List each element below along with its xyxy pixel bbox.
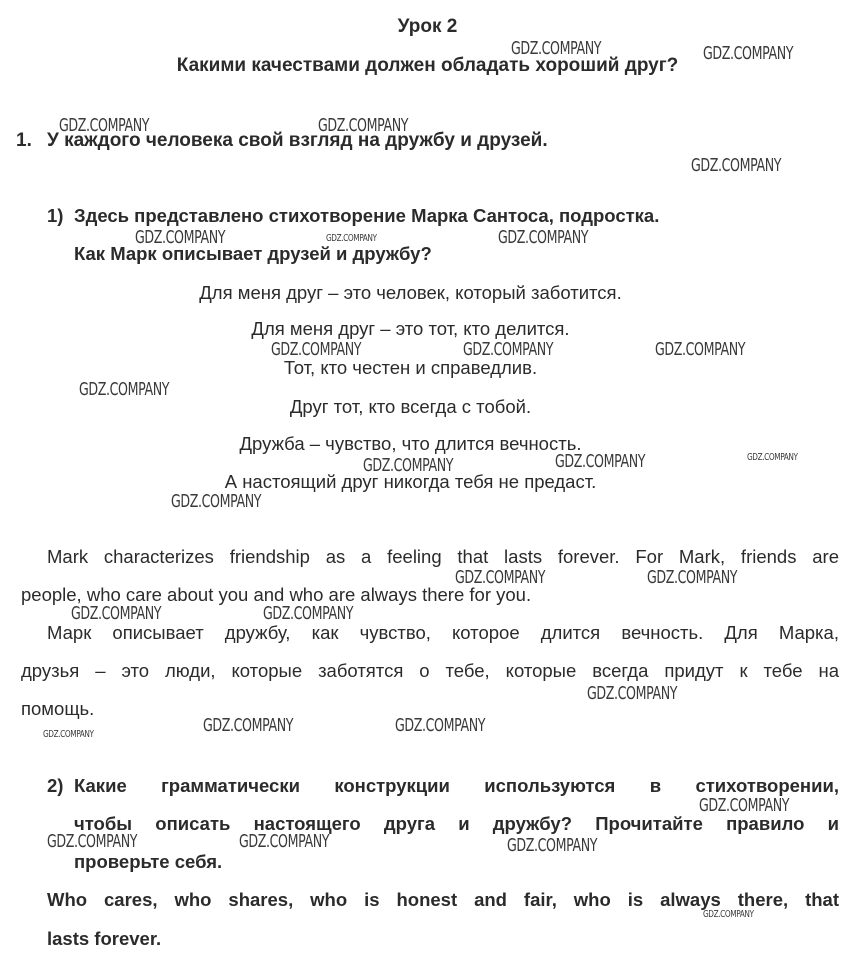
answer-ru-line-3: помощь. — [21, 698, 95, 719]
lesson-subtitle: Какими качествами должен обладать хороший друг? — [176, 55, 679, 76]
lesson-title: Урок 2 — [397, 16, 458, 37]
subtask-2-number: 2) — [47, 775, 64, 796]
watermark: GDZ.COMPANY — [171, 491, 262, 512]
poem-line-4: Друг тот, кто всегда с тобой. — [289, 396, 532, 417]
watermark: GDZ.COMPANY — [587, 683, 678, 704]
watermark: GDZ.COMPANY — [655, 339, 746, 360]
poem-line-6: А настоящий друг никогда тебя не предаст. — [224, 471, 597, 492]
watermark: GDZ.COMPANY — [703, 43, 794, 64]
answer-2-line-1: Who cares, who shares, who is honest and fair, who is always there, that — [47, 889, 839, 910]
poem-line-3: Тот, кто честен и справедлив. — [283, 357, 538, 378]
watermark: GDZ.COMPANY — [395, 715, 486, 736]
watermark: GDZ.COMPANY — [507, 835, 598, 856]
watermark: GDZ.COMPANY — [511, 38, 602, 59]
subtask-1-number: 1) — [47, 205, 64, 226]
watermark: GDZ.COMPANY — [135, 227, 226, 248]
task-1-heading: У каждого человека свой взгляд на дружбу и друзей. — [47, 130, 548, 151]
answer-en-line-1: Mark characterizes friendship as a feeling that lasts forever. For Mark, friends are — [47, 546, 839, 567]
poem-line-5: Дружба – чувство, что длится вечность. — [239, 433, 582, 454]
watermark: GDZ.COMPANY — [747, 452, 798, 463]
answer-en-line-2: people, who care about you and who are always there for you. — [21, 584, 532, 605]
watermark: GDZ.COMPANY — [691, 155, 782, 176]
watermark: GDZ.COMPANY — [59, 115, 150, 136]
watermark: GDZ.COMPANY — [463, 339, 554, 360]
poem-line-2: Для меня друг – это тот, кто делится. — [251, 318, 570, 339]
watermark: GDZ.COMPANY — [263, 603, 354, 624]
subtask-1-line2: Как Марк описывает друзей и дружбу? — [74, 243, 432, 264]
watermark: GDZ.COMPANY — [455, 567, 546, 588]
watermark: GDZ.COMPANY — [203, 715, 294, 736]
watermark: GDZ.COMPANY — [79, 379, 170, 400]
answer-2-line-2: lasts forever. — [47, 928, 162, 949]
watermark: GDZ.COMPANY — [43, 729, 94, 740]
watermark: GDZ.COMPANY — [699, 795, 790, 816]
watermark: GDZ.COMPANY — [47, 831, 138, 852]
subtask-1-line1: Здесь представлено стихотворение Марка Сантоса, подростка. — [74, 205, 660, 226]
watermark: GDZ.COMPANY — [703, 909, 754, 920]
watermark: GDZ.COMPANY — [647, 567, 738, 588]
watermark: GDZ.COMPANY — [498, 227, 589, 248]
subtask-2-line3: проверьте себя. — [74, 851, 223, 872]
watermark: GDZ.COMPANY — [326, 233, 377, 244]
poem-line-1: Для меня друг – это человек, который заботится. — [199, 282, 622, 303]
watermark: GDZ.COMPANY — [71, 603, 162, 624]
watermark: GDZ.COMPANY — [239, 831, 330, 852]
subtask-2-line1: Какие грамматически конструкции используются в стихотворении, — [74, 775, 839, 796]
watermark: GDZ.COMPANY — [318, 115, 409, 136]
answer-ru-line-1: Марк описывает дружбу, как чувство, которое длится вечность. Для Марка, — [47, 622, 839, 643]
answer-ru-line-2: друзья – это люди, которые заботятся о тебе, которые всегда придут к тебе на — [21, 660, 839, 681]
task-1-number: 1. — [16, 130, 32, 151]
subtask-2-line2: чтобы описать настоящего друга и дружбу? Прочитайте правило и — [74, 813, 839, 834]
watermark: GDZ.COMPANY — [271, 339, 362, 360]
watermark: GDZ.COMPANY — [555, 451, 646, 472]
watermark: GDZ.COMPANY — [363, 455, 454, 476]
